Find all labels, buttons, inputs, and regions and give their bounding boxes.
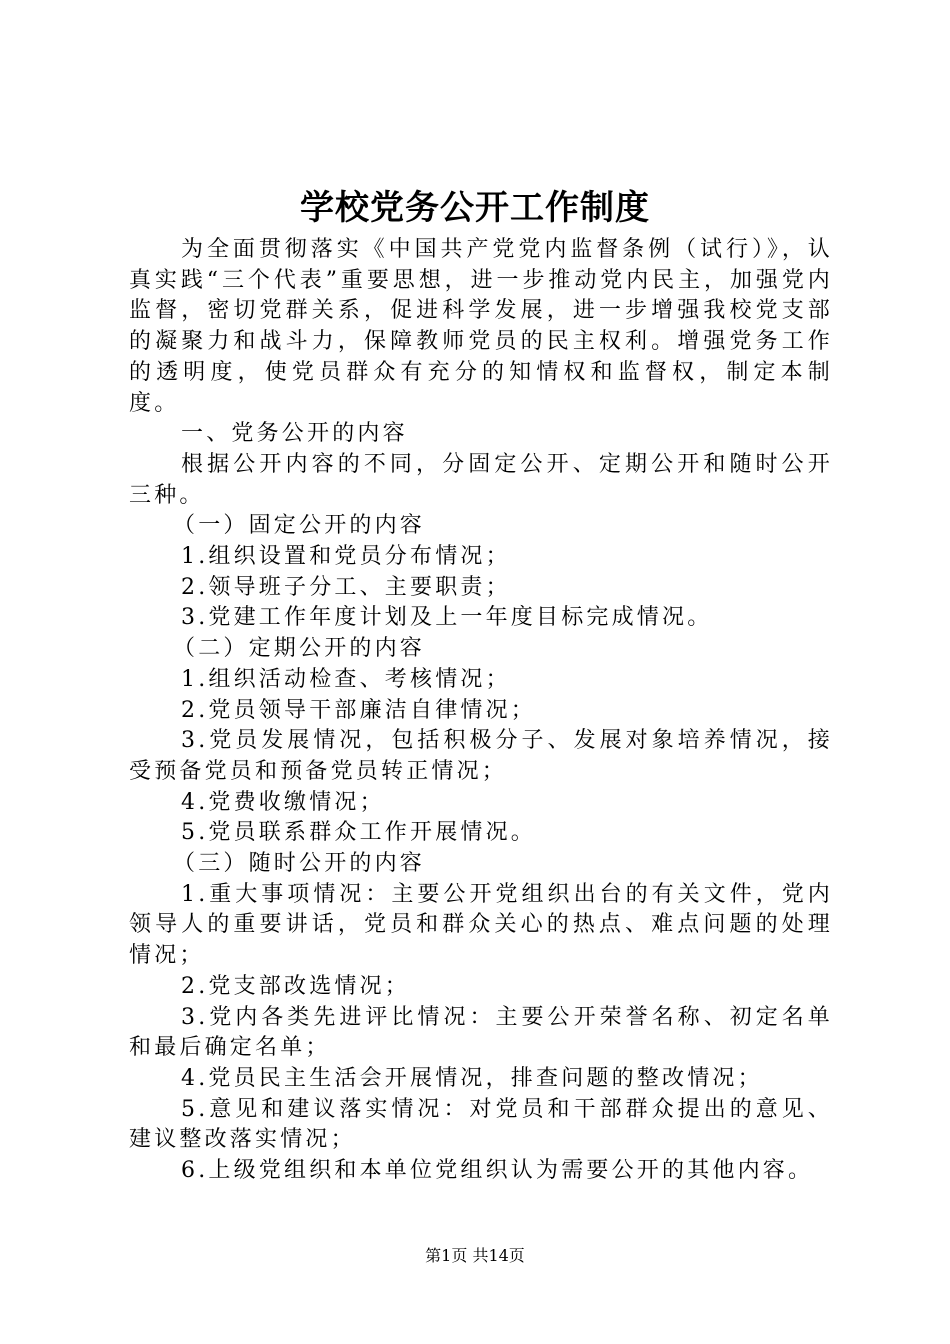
list-item: 3.党内各类先进评比情况：主要公开荣誉名称、初定名单和最后确定名单；	[129, 1004, 833, 1061]
list-item: 2.党支部改选情况；	[181, 973, 410, 999]
list-item: 5.党员联系群众工作开展情况。	[181, 820, 536, 846]
list-item: 1.组织活动检查、考核情况；	[181, 666, 511, 692]
subsection-heading: （一）固定公开的内容	[173, 513, 426, 539]
list-item: 1.重大事项情况：主要公开党组织出台的有关文件，党内领导人的重要讲话，党员和群众关心的热点、难点问题的处理情况；	[129, 881, 833, 969]
list-item: 5.意见和建议落实情况：对党员和干部群众提出的意见、建议整改落实情况；	[129, 1096, 833, 1153]
list-item: 2.党员领导干部廉洁自律情况；	[181, 697, 536, 723]
list-item: 3.党建工作年度计划及上一年度目标完成情况。	[181, 605, 713, 631]
list-item: 1.组织设置和党员分布情况；	[181, 544, 511, 570]
list-item: 4.党员民主生活会开展情况，排查问题的整改情况；	[181, 1065, 763, 1091]
section-heading: 一、党务公开的内容	[181, 421, 408, 447]
document-title: 学校党务公开工作制度	[300, 188, 650, 228]
list-item: 3.党员发展情况，包括积极分子、发展对象培养情况，接受预备党员和预备党员转正情况；	[129, 728, 833, 784]
list-item: 4.党费收缴情况；	[181, 789, 385, 815]
list-item: 6.上级党组织和本单位党组织认为需要公开的其他内容。	[181, 1158, 814, 1184]
subsection-heading: （三）随时公开的内容	[173, 851, 426, 877]
subsection-heading: （二）定期公开的内容	[173, 636, 426, 662]
list-item: 2.领导班子分工、主要职责；	[181, 574, 511, 600]
document-body	[129, 235, 833, 1187]
intro-paragraph: 为全面贯彻落实《中国共产党党内监督条例（试行）》，认真实践“三个代表”重要思想，进一步推动党内民主，加强党内监督，密切党群关系，促进科学发展，进一步增强我校党支部的凝聚力和战斗力，保障教师党员的民主权利。增强党务工作的透明度，使党员群众有充分的知情权和监督权，制定本制度。	[129, 237, 833, 416]
page-number-footer: 第1页 共14页	[425, 1246, 525, 1265]
paragraph: 根据公开内容的不同，分固定公开、定期公开和随时公开三种。	[129, 451, 833, 508]
